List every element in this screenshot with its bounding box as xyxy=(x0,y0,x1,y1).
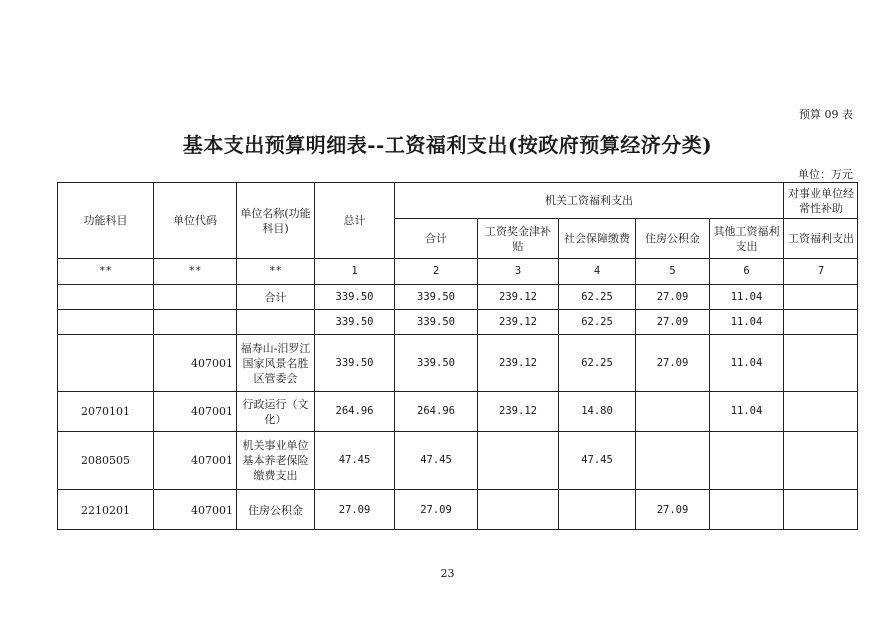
table-row-cell: 2070101 xyxy=(58,392,154,432)
budget-table xyxy=(57,182,858,530)
index-cell: 7 xyxy=(784,259,858,285)
table-row-cell: 14.80 xyxy=(559,392,636,432)
form-number: 预算 09 表 xyxy=(799,108,853,121)
index-cell: 3 xyxy=(478,259,559,285)
unit-label: 单位：万元 xyxy=(798,168,853,181)
table-row-cell xyxy=(478,490,559,530)
table-row-cell: 239.12 xyxy=(478,392,559,432)
table-row-cell: 407001 xyxy=(154,432,237,490)
header-sub-social-security: 社会保障缴费 xyxy=(559,219,636,259)
header-sub-other: 其他工资福利支出 xyxy=(710,219,784,259)
table-row-cell xyxy=(710,490,784,530)
table-row-cell: 407001 xyxy=(154,392,237,432)
table-row-cell: 11.04 xyxy=(710,335,784,392)
header-sub-subsidy-welfare: 工资福利支出 xyxy=(784,219,858,259)
table-row-cell xyxy=(784,432,858,490)
header-sub-total: 合计 xyxy=(395,219,478,259)
table-row-cell: 62.25 xyxy=(559,310,636,335)
table-row-cell: 62.25 xyxy=(559,335,636,392)
table-row-cell xyxy=(784,335,858,392)
header-subsidy-group: 对事业单位经常性补助 xyxy=(784,183,858,219)
table-row-cell xyxy=(784,310,858,335)
header-sub-wages: 工资奖金津补贴 xyxy=(478,219,559,259)
table-row-cell: 339.50 xyxy=(315,310,395,335)
table-row-cell: 339.50 xyxy=(315,335,395,392)
table-row-cell xyxy=(559,490,636,530)
table-row-cell: 住房公积金 xyxy=(237,490,315,530)
table-row-cell: 27.09 xyxy=(636,310,710,335)
table-row-cell: 27.09 xyxy=(636,490,710,530)
table-row-cell xyxy=(784,392,858,432)
table-row-cell: 11.04 xyxy=(710,392,784,432)
table-row-cell xyxy=(784,490,858,530)
table-row-cell: 27.09 xyxy=(636,285,710,310)
table-row-cell xyxy=(710,432,784,490)
table-row-cell: 407001 xyxy=(154,490,237,530)
table-row-cell: 27.09 xyxy=(395,490,478,530)
table-row-cell xyxy=(784,285,858,310)
index-cell: 4 xyxy=(559,259,636,285)
table-row-cell: 福寿山-汨罗江国家风景名胜区管委会 xyxy=(237,335,315,392)
header-unit-code: 单位代码 xyxy=(154,183,237,259)
table-row-cell xyxy=(58,285,154,310)
table-row-cell xyxy=(237,310,315,335)
table-row-cell xyxy=(154,285,237,310)
header-agency-group: 机关工资福利支出 xyxy=(395,183,784,219)
header-sub-housing-fund: 住房公积金 xyxy=(636,219,710,259)
index-cell: ** xyxy=(58,259,154,285)
index-cell: 1 xyxy=(315,259,395,285)
table-row-cell: 11.04 xyxy=(710,285,784,310)
page-title: 基本支出预算明细表--工资福利支出(按政府预算经济分类) xyxy=(182,133,713,157)
table-row-cell: 47.45 xyxy=(559,432,636,490)
table-row-cell xyxy=(58,335,154,392)
table-row-cell xyxy=(154,310,237,335)
table-row-cell: 239.12 xyxy=(478,310,559,335)
table-row-cell: 339.50 xyxy=(395,310,478,335)
table-row-cell xyxy=(636,392,710,432)
table-row-cell: 27.09 xyxy=(315,490,395,530)
table-row-cell xyxy=(636,432,710,490)
table-row-cell xyxy=(58,310,154,335)
table-row-cell: 239.12 xyxy=(478,285,559,310)
header-total: 总计 xyxy=(315,183,395,259)
table-row-cell: 11.04 xyxy=(710,310,784,335)
index-cell: ** xyxy=(154,259,237,285)
table-row-cell: 行政运行（文化） xyxy=(237,392,315,432)
table-row-cell: 339.50 xyxy=(395,285,478,310)
table-row-cell: 62.25 xyxy=(559,285,636,310)
table-row-cell: 264.96 xyxy=(395,392,478,432)
table-row-cell: 2080505 xyxy=(58,432,154,490)
table-row-cell: 2210201 xyxy=(58,490,154,530)
page-number: 23 xyxy=(440,567,455,580)
index-cell: 6 xyxy=(710,259,784,285)
table-row-cell: 27.09 xyxy=(636,335,710,392)
table-row-cell: 合计 xyxy=(237,285,315,310)
index-cell: 5 xyxy=(636,259,710,285)
header-unit-name: 单位名称(功能科目) xyxy=(237,183,315,259)
table-row-cell: 339.50 xyxy=(315,285,395,310)
header-func-code: 功能科目 xyxy=(58,183,154,259)
table-row-cell: 239.12 xyxy=(478,335,559,392)
index-cell: 2 xyxy=(395,259,478,285)
table-row-cell: 47.45 xyxy=(315,432,395,490)
table-row-cell: 407001 xyxy=(154,335,237,392)
table-row-cell: 机关事业单位基本养老保险缴费支出 xyxy=(237,432,315,490)
index-cell: ** xyxy=(237,259,315,285)
table-row-cell: 264.96 xyxy=(315,392,395,432)
table-row-cell: 339.50 xyxy=(395,335,478,392)
table-row-cell: 47.45 xyxy=(395,432,478,490)
table-row-cell xyxy=(478,432,559,490)
